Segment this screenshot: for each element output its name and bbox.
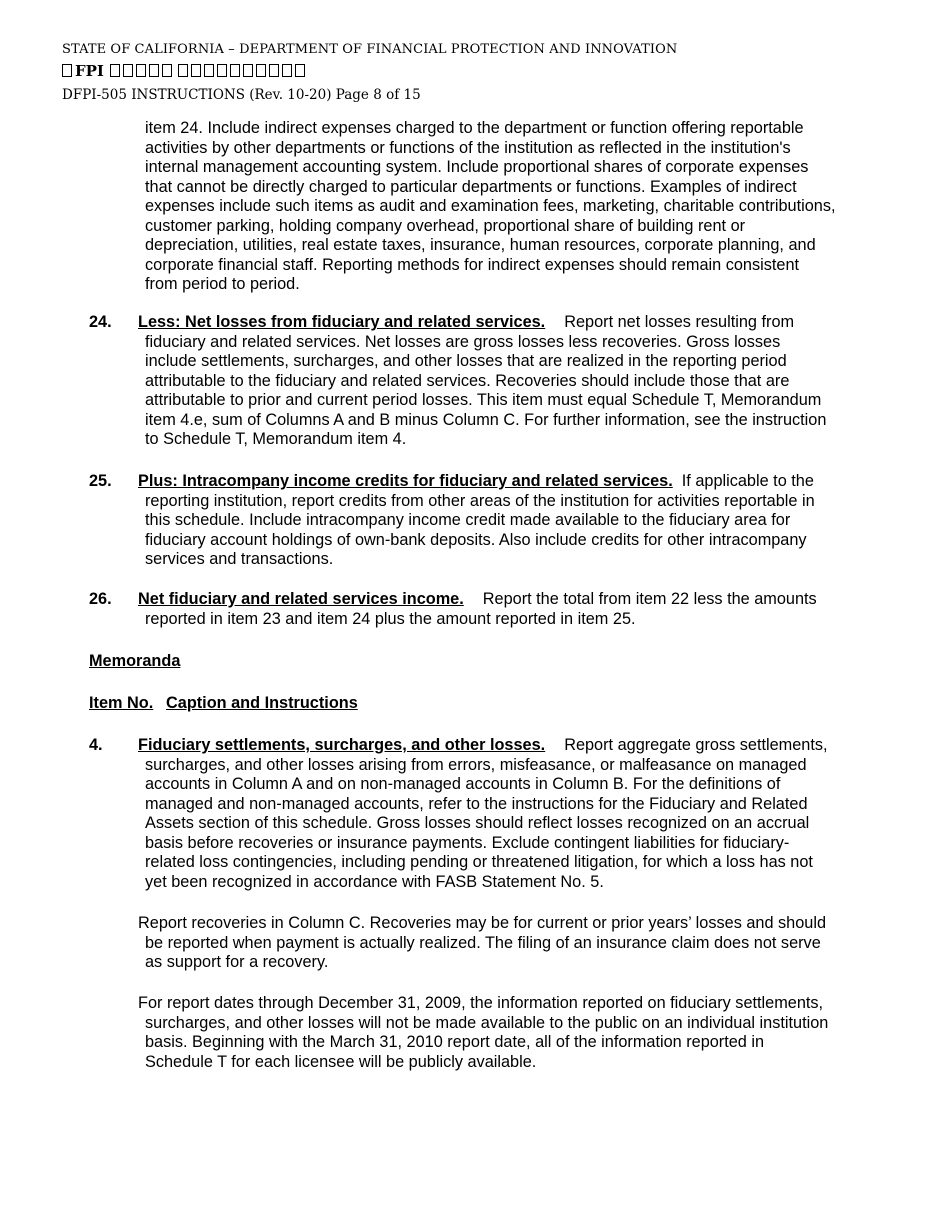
caption-heading: Caption and Instructions <box>166 694 358 712</box>
item-text: Report aggregate gross settlements, <box>564 736 828 754</box>
logo-box-icon <box>217 64 227 77</box>
paragraph-line: to Schedule T, Memorandum item 4. <box>145 430 407 448</box>
item-first-line <box>138 590 817 610</box>
paragraph-line: item 24. Include indirect expenses charged to the department or function offering reportable <box>145 119 804 137</box>
agency-header: STATE OF CALIFORNIA – DEPARTMENT OF FINANCIAL PROTECTION AND INNOVATION <box>62 42 678 57</box>
paragraph-line: surcharges, and other losses will not be made available to the public on an individual institution <box>145 1013 829 1032</box>
paragraph-line: that cannot be directly charged to particular departments or functions. Examples of indirect <box>145 177 797 196</box>
item-number: 24. <box>89 313 112 331</box>
memoranda-heading: Memoranda <box>89 652 181 670</box>
item-number: 25. <box>89 472 112 490</box>
logo-box-icon <box>136 64 146 77</box>
item-no-heading: Item No. <box>89 694 154 712</box>
paragraph-line: be reported when payment is actually realized. The filing of an insurance claim does not serve <box>145 933 821 952</box>
paragraph-line: Assets section of this schedule. Gross losses should reflect losses recognized on an accrual <box>145 814 810 832</box>
item-caption: Net fiduciary and related services income. <box>138 590 464 608</box>
item-text: Report the total from item 22 less the amounts <box>482 590 817 608</box>
paragraph-line: reporting institution, report credits from other areas of the institution for activities reportable in <box>145 491 815 510</box>
paragraph-line: attributable to the fiduciary and related services. Recoveries should include those that are <box>145 371 790 390</box>
paragraph-line: reported in item 23 and item 24 plus the amount reported in item 25. <box>145 609 636 628</box>
paragraph-line: basis. Beginning with the March 31, 2010 report date, all of the information reported in <box>145 1033 765 1051</box>
paragraph-line: expenses include such items as audit and examination fees, marketing, charitable contributions, <box>145 197 836 215</box>
item-caption: Plus: Intracompany income credits for fiduciary and related services. <box>138 472 673 490</box>
paragraph-line: Report recoveries in Column C. Recoveries may be for current or prior years’ losses and should <box>138 914 827 932</box>
item-caption: Less: Net losses from fiduciary and related services. <box>138 313 546 331</box>
paragraph-line: related loss contingencies, including pending or threatened litigation, for which a loss has not <box>145 853 813 871</box>
paragraph-line: corporate financial staff. Reporting methods for indirect expenses should remain consistent <box>145 255 800 274</box>
paragraph-line: managed and non-managed accounts, refer to the instructions for the Fiduciary and Related <box>145 794 808 813</box>
logo-box-icon <box>191 64 201 77</box>
logo-box-icon <box>256 64 266 77</box>
logo-box-icon <box>230 64 240 77</box>
paragraph-line: services and transactions. <box>145 550 334 568</box>
item-number: 26. <box>89 590 112 608</box>
paragraph-line: from period to period. <box>145 275 300 293</box>
paragraph-line: accounts in Column A and on non-managed accounts in Column B. For the definitions of <box>145 775 781 793</box>
paragraph-line: fiduciary account holdings of own-bank deposits. Also include credits for other intracompany <box>145 530 807 549</box>
paragraph-line: customer parking, holding company overhead, proportional share of building rent or <box>145 216 746 235</box>
paragraph-line: activities by other departments or functions of the institution as reflected in the institution's <box>145 138 791 157</box>
item-text: If applicable to the <box>681 472 814 490</box>
item-number: 4. <box>89 736 103 754</box>
item-text: Report net losses resulting from <box>564 313 795 331</box>
item-first-line <box>138 313 794 333</box>
paragraph-line: yet been recognized in accordance with FASB Statement No. 5. <box>145 872 604 891</box>
logo-box-icon <box>243 64 253 77</box>
logo-box-icon <box>162 64 172 77</box>
logo-box-icon <box>204 64 214 77</box>
paragraph-line: fiduciary and related services. Net losses are gross losses less recoveries. Gross losses <box>145 332 781 351</box>
logo-box-icon <box>149 64 159 77</box>
paragraph-line: as support for a recovery. <box>145 953 329 971</box>
paragraph-line: depreciation, utilities, real estate taxes, insurance, human resources, corporate planning, and <box>145 236 816 254</box>
logo-box-icon <box>282 64 292 77</box>
logo-text: FPI <box>75 62 104 80</box>
item-caption: Fiduciary settlements, surcharges, and other losses. <box>138 736 546 754</box>
paragraph-line: attributable to prior and current period losses. This item must equal Schedule T, Memorandum <box>145 391 822 409</box>
logo-box-icon <box>178 64 188 77</box>
paragraph-line: Schedule T for each licensee will be publicly available. <box>145 1052 537 1071</box>
logo-box-icon <box>269 64 279 77</box>
logo-box-icon <box>123 64 133 77</box>
form-id: DFPI-505 INSTRUCTIONS (Rev. 10-20) Page 8 of 15 <box>62 87 421 103</box>
logo-box-icon <box>110 64 120 77</box>
paragraph-line: this schedule. Include intracompany income credit made available to the fiduciary area for <box>145 511 791 529</box>
logo-box-icon <box>62 64 72 77</box>
paragraph-line: include settlements, surcharges, and other losses that are realized in the reporting period <box>145 352 787 370</box>
item-first-line <box>138 736 828 756</box>
paragraph-line: surcharges, and other losses arising from errors, misfeasance, or malfeasance on managed <box>145 755 807 774</box>
agency-logo-line <box>62 62 308 80</box>
logo-box-icon <box>295 64 305 77</box>
item-first-line <box>138 472 814 492</box>
paragraph-line: basis before recoveries or insurance payments. Exclude contingent liabilities for fiduciary- <box>145 833 790 852</box>
paragraph-line: internal management accounting system. Include proportional shares of corporate expenses <box>145 158 809 176</box>
paragraph-line: item 4.e, sum of Columns A and B minus Column C. For further information, see the instruction <box>145 410 827 429</box>
paragraph-line: For report dates through December 31, 2009, the information reported on fiduciary settlements, <box>138 994 824 1012</box>
